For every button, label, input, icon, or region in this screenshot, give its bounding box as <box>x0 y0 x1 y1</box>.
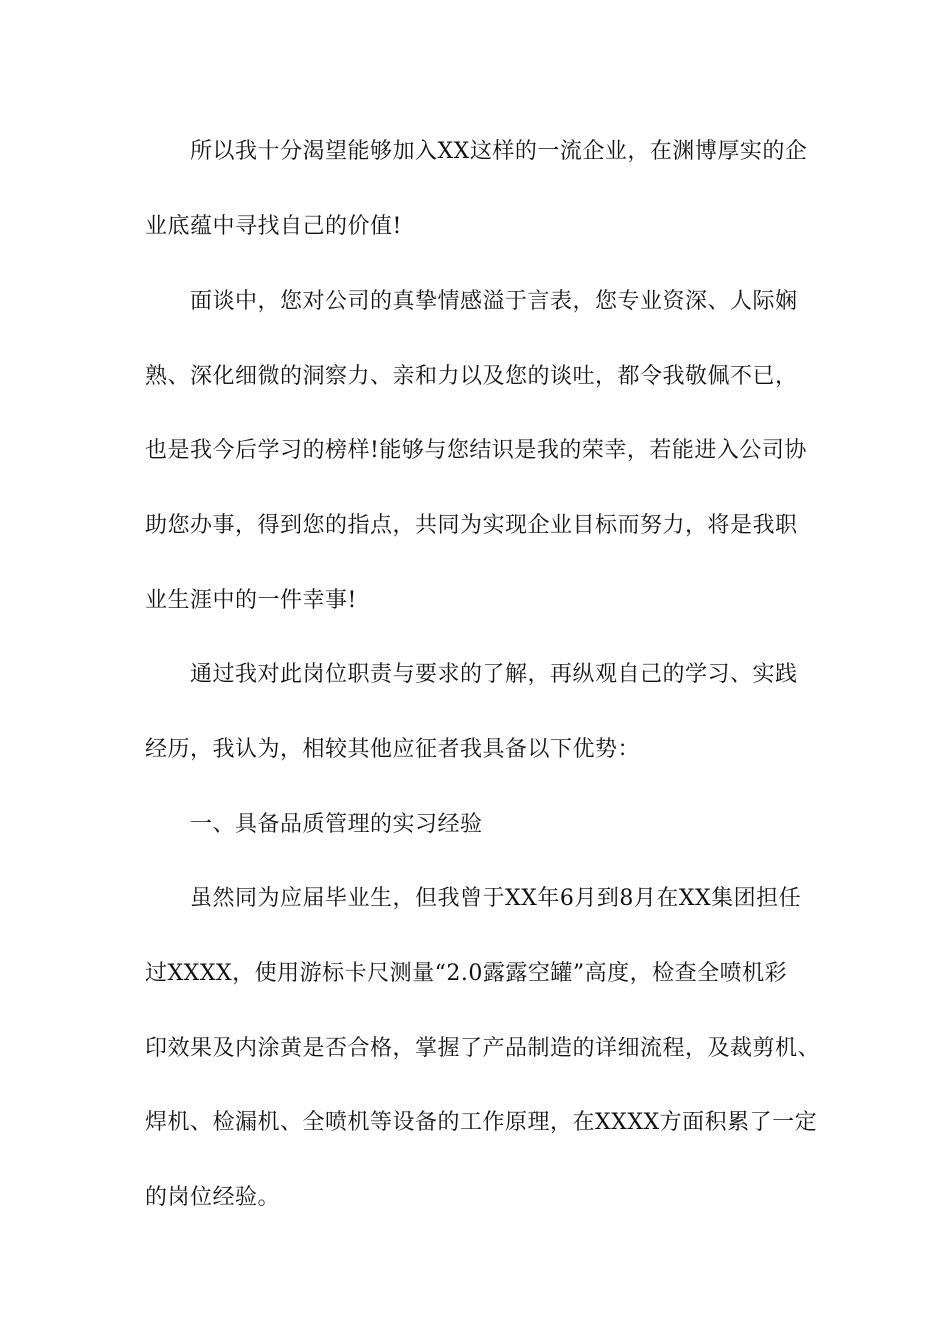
paragraph-line-3: 面谈中，您对公司的真挚情感溢于言表，您专业资深、人际娴 <box>190 289 798 314</box>
paragraph-line-6: 助您办事，得到您的指点，共同为实现企业目标而努力，将是我职 <box>145 513 798 538</box>
paragraph-line-13: 印效果及内涂黄是否合格，掌握了产品制造的详细流程，及裁剪机、 <box>145 1036 821 1061</box>
paragraph-line-2: 业底蕴中寻找自己的价值! <box>145 214 402 239</box>
paragraph-line-14: 焊机、检漏机、全喷机等设备的工作原理，在XXXX方面积累了一定 <box>145 1110 818 1135</box>
paragraph-line-12: 过XXXX，使用游标卡尺测量“2.0露露空罐”高度，检查全喷机彩 <box>145 961 788 986</box>
paragraph-line-5: 也是我今后学习的榜样!能够与您结识是我的荣幸，若能进入公司协 <box>145 438 807 463</box>
paragraph-line-7: 业生涯中的一件幸事! <box>145 588 357 613</box>
paragraph-line-11: 虽然同为应届毕业生，但我曾于XX年6月到8月在XX集团担任 <box>190 886 802 911</box>
paragraph-line-15: 的岗位经验。 <box>145 1185 281 1210</box>
paragraph-line-9: 经历，我认为，相较其他应征者我具备以下优势： <box>145 737 641 762</box>
paragraph-line-8: 通过我对此岗位职责与要求的了解，再纵观自己的学习、实践 <box>190 662 798 687</box>
paragraph-line-1: 所以我十分渴望能够加入XX这样的一流企业，在渊博厚实的企 <box>190 139 808 164</box>
paragraph-line-4: 熟、深化细微的洞察力、亲和力以及您的谈吐，都令我敬佩不已， <box>145 364 798 389</box>
section-heading: 一、具备品质管理的实习经验 <box>190 812 483 837</box>
